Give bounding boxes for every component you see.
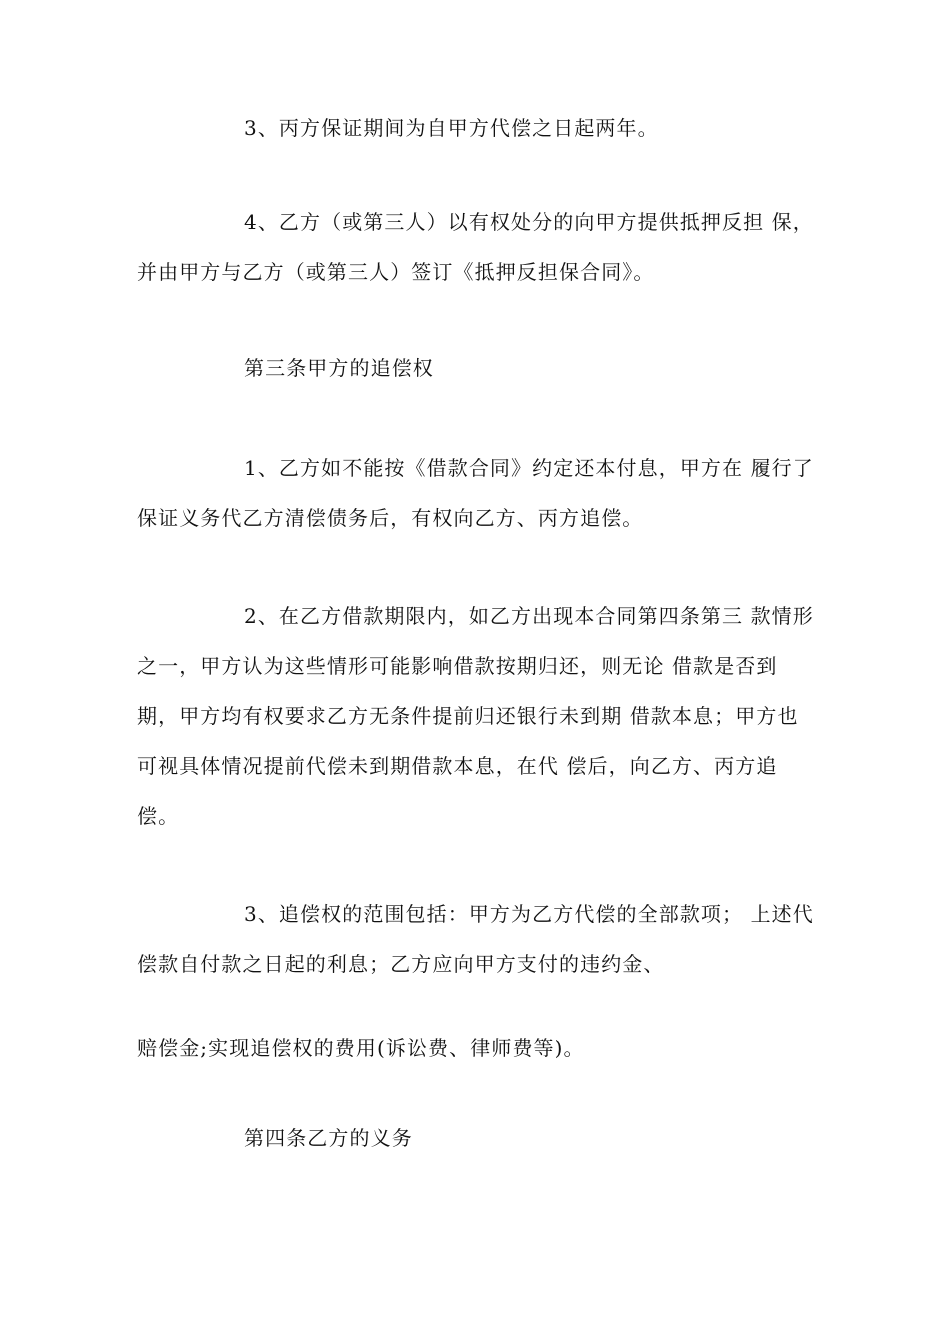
clause-2-item-4-line-2: 并由甲方与乙方（或第三人）签订《抵押反担保合同》。 bbox=[137, 260, 655, 284]
clause-3-item-3-line-3: 赔偿金;实现追偿权的费用(诉讼费、律师费等)。 bbox=[137, 1036, 585, 1060]
clause-3-item-3-line-2: 偿款自付款之日起的利息；乙方应向甲方支付的违约金、 bbox=[137, 952, 665, 976]
clause-3-item-2-line-2: 之一，甲方认为这些情形可能影响借款按期归还，则无论 借款是否到 bbox=[137, 654, 778, 678]
article-4-heading: 第四条乙方的义务 bbox=[244, 1126, 413, 1150]
clause-3-item-1-line-1: 1、乙方如不能按《借款合同》约定还本付息，甲方在 履行了 bbox=[244, 456, 814, 480]
clause-3-item-1-line-2: 保证义务代乙方清偿债务后，有权向乙方、丙方追偿。 bbox=[137, 506, 644, 530]
clause-2-item-4-line-1: 4、乙方（或第三人）以有权处分的向甲方提供抵押反担 保， bbox=[244, 210, 814, 234]
clause-2-item-3: 3、丙方保证期间为自甲方代偿之日起两年。 bbox=[244, 116, 659, 140]
clause-3-item-3-line-1: 3、追偿权的范围包括：甲方为乙方代偿的全部款项； 上述代 bbox=[244, 902, 814, 926]
clause-3-item-2-line-4: 可视具体情况提前代偿未到期借款本息，在代 偿后，向乙方、丙方追 bbox=[137, 754, 778, 778]
clause-3-item-2-line-1: 2、在乙方借款期限内，如乙方出现本合同第四条第三 款情形 bbox=[244, 604, 814, 628]
clause-3-item-2-line-5: 偿。 bbox=[137, 804, 180, 828]
article-3-heading: 第三条甲方的追偿权 bbox=[244, 356, 434, 380]
clause-3-item-2-line-3: 期，甲方均有权要求乙方无条件提前归还银行未到期 借款本息；甲方也 bbox=[137, 704, 799, 728]
